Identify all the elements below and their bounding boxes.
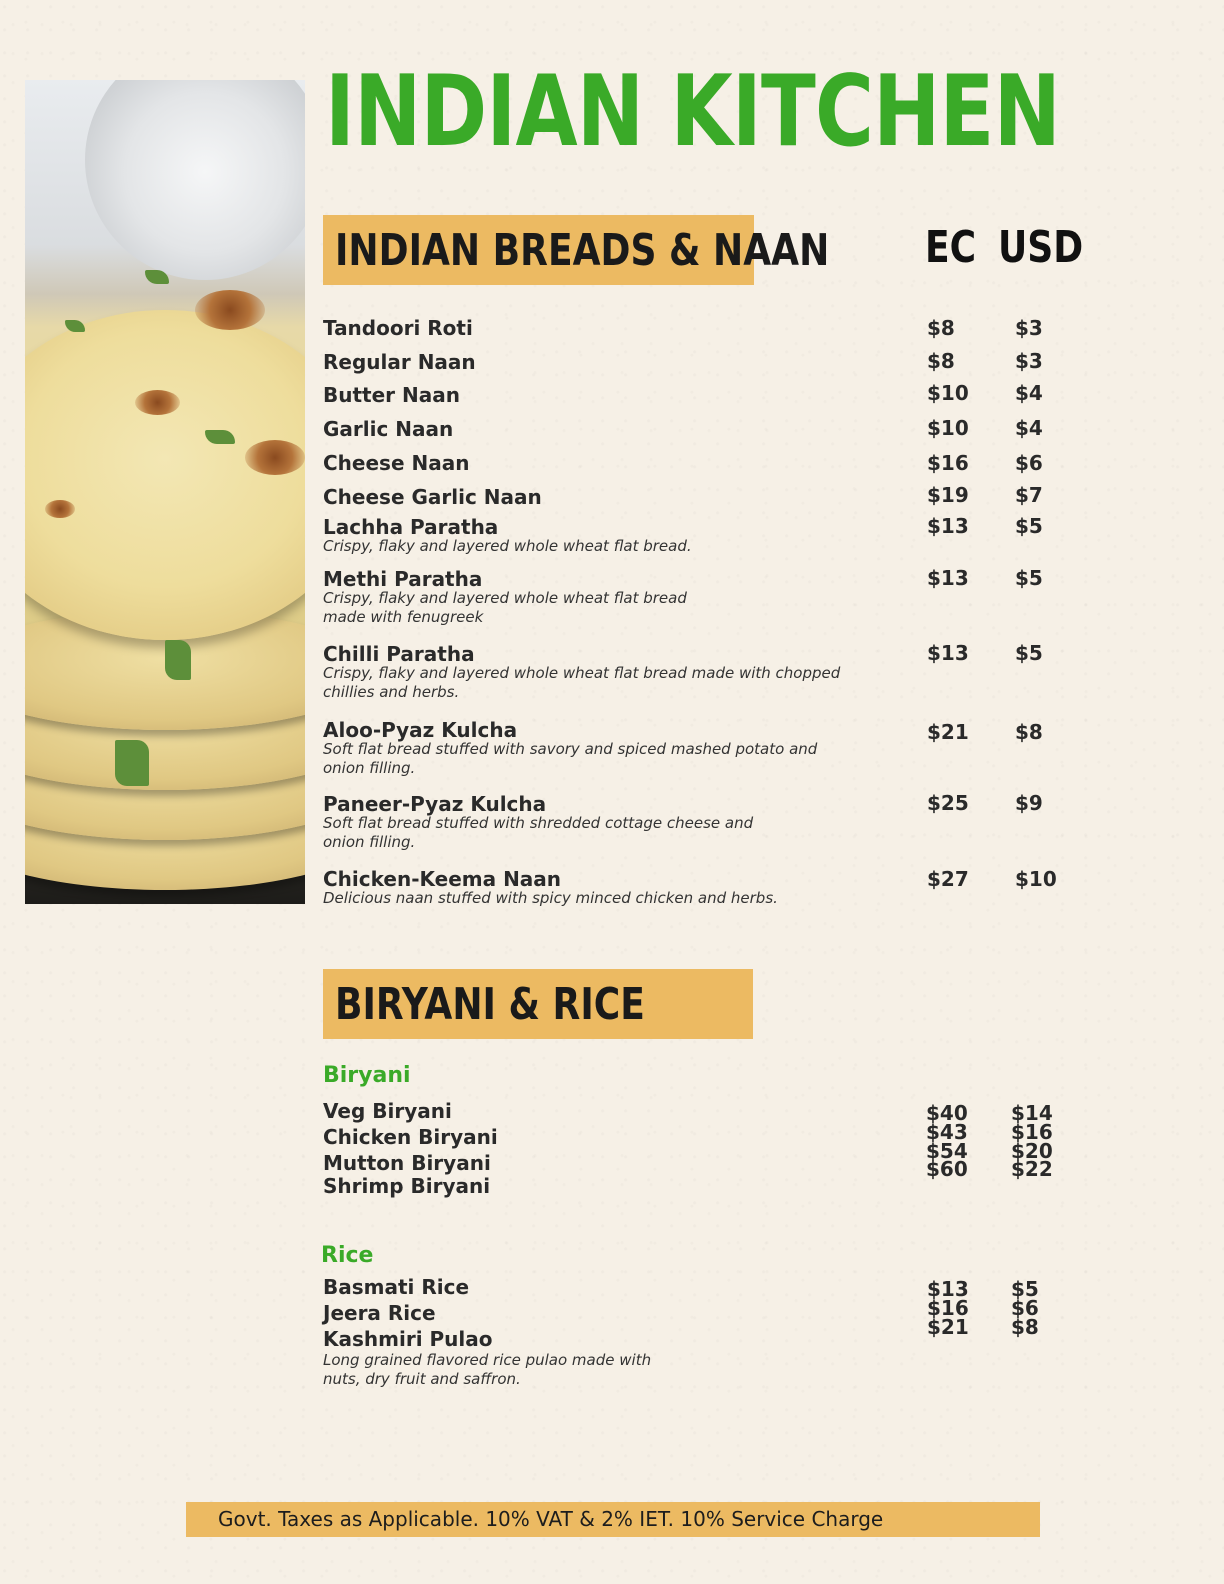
price-usd: $4 <box>1015 381 1043 405</box>
menu-item-name: Butter Naan <box>323 383 460 407</box>
price-ec: $54 <box>926 1139 968 1163</box>
char-spot <box>245 440 305 475</box>
menu-item-description: Delicious naan stuffed with spicy minced chicken and herbs. <box>323 889 778 907</box>
price-ec: $21 <box>927 1315 969 1339</box>
price-usd: $9 <box>1015 791 1043 815</box>
herb-leaf <box>115 740 149 786</box>
price-ec: $21 <box>927 720 969 744</box>
price-ec: $16 <box>927 1296 969 1320</box>
menu-item-name: Chicken Biryani <box>323 1125 498 1149</box>
menu-item-description: Soft flat bread stuffed with savory and spiced mashed potato and onion filling. <box>323 740 818 777</box>
column-header-ec: EC <box>925 222 977 273</box>
price-usd: $7 <box>1015 483 1043 507</box>
naan-top <box>25 310 305 640</box>
menu-item-name: Paneer-Pyaz Kulcha <box>323 792 547 816</box>
price-usd: $8 <box>1015 720 1043 744</box>
herb-leaf <box>205 430 235 444</box>
menu-item-name: Lachha Paratha <box>323 515 499 539</box>
section-heading: BIRYANI & RICE <box>335 979 645 1030</box>
section-heading: INDIAN BREADS & NAAN <box>335 225 830 276</box>
menu-item-name: Jeera Rice <box>323 1301 436 1325</box>
footer-bar <box>186 1502 1040 1537</box>
char-spot <box>135 390 180 415</box>
price-ec: $19 <box>927 483 969 507</box>
column-header-usd: USD <box>998 222 1084 273</box>
menu-item-description: Soft flat bread stuffed with shredded cottage cheese and onion filling. <box>323 814 754 851</box>
price-usd: $5 <box>1015 566 1043 590</box>
char-spot <box>45 500 75 518</box>
price-usd: $3 <box>1015 316 1043 340</box>
price-ec: $13 <box>927 514 969 538</box>
section-banner-breads <box>323 215 830 285</box>
menu-item-name: Cheese Garlic Naan <box>323 485 542 509</box>
price-usd: $3 <box>1015 349 1043 373</box>
naan-photo <box>25 80 305 904</box>
menu-item-name: Regular Naan <box>323 350 476 374</box>
subheading-biryani: Biryani <box>323 1063 411 1088</box>
price-ec: $10 <box>927 416 969 440</box>
price-ec: $60 <box>926 1157 968 1181</box>
menu-item-name: Methi Paratha <box>323 567 483 591</box>
menu-item-name: Chilli Paratha <box>323 642 475 666</box>
price-usd: $5 <box>1015 514 1043 538</box>
price-ec: $8 <box>927 316 955 340</box>
menu-item-description: Long grained flavored rice pulao made with nuts, dry fruit and saffron. <box>323 1351 652 1388</box>
herb-leaf <box>165 640 191 680</box>
price-usd: $20 <box>1011 1139 1053 1163</box>
price-ec: $43 <box>926 1120 968 1144</box>
menu-item-description: Crispy, flaky and layered whole wheat flat bread made with chopped chillies and herbs. <box>323 664 841 701</box>
menu-item-name: Chicken-Keema Naan <box>323 867 562 891</box>
price-ec: $8 <box>927 349 955 373</box>
price-usd: $5 <box>1011 1277 1039 1301</box>
price-usd: $4 <box>1015 416 1043 440</box>
section-banner-biryani <box>323 969 753 1039</box>
menu-item-name: Tandoori Roti <box>323 316 473 340</box>
menu-item-description: Crispy, flaky and layered whole wheat flat bread made with fenugreek <box>323 589 687 626</box>
menu-item-name: Shrimp Biryani <box>323 1174 491 1198</box>
menu-item-name: Veg Biryani <box>323 1099 452 1123</box>
bowl-shape <box>85 80 305 280</box>
price-usd: $6 <box>1011 1296 1039 1320</box>
menu-item-name: Basmati Rice <box>323 1275 470 1299</box>
menu-item-description: Crispy, flaky and layered whole wheat flat bread. <box>323 537 692 555</box>
price-ec: $16 <box>927 451 969 475</box>
menu-item-name: Kashmiri Pulao <box>323 1327 493 1351</box>
price-ec: $10 <box>927 381 969 405</box>
menu-item-name: Cheese Naan <box>323 451 470 475</box>
price-usd: $16 <box>1011 1120 1053 1144</box>
price-usd: $6 <box>1015 451 1043 475</box>
price-ec: $13 <box>927 566 969 590</box>
price-ec: $25 <box>927 791 969 815</box>
menu-item-name: Garlic Naan <box>323 417 454 441</box>
menu-title: INDIAN KITCHEN <box>325 55 1061 169</box>
price-usd: $10 <box>1015 867 1057 891</box>
menu-item-name: Mutton Biryani <box>323 1151 491 1175</box>
menu-item-name: Aloo-Pyaz Kulcha <box>323 718 518 742</box>
price-ec: $13 <box>927 641 969 665</box>
subheading-rice: Rice <box>321 1243 374 1268</box>
footer-note: Govt. Taxes as Applicable. 10% VAT & 2% IET. 10% Service Charge <box>218 1507 884 1531</box>
price-usd: $5 <box>1015 641 1043 665</box>
price-ec: $40 <box>926 1101 968 1125</box>
price-usd: $22 <box>1011 1157 1053 1181</box>
price-usd: $8 <box>1011 1315 1039 1339</box>
price-ec: $27 <box>927 867 969 891</box>
char-spot <box>195 290 265 330</box>
price-ec: $13 <box>927 1277 969 1301</box>
price-usd: $14 <box>1011 1101 1053 1125</box>
